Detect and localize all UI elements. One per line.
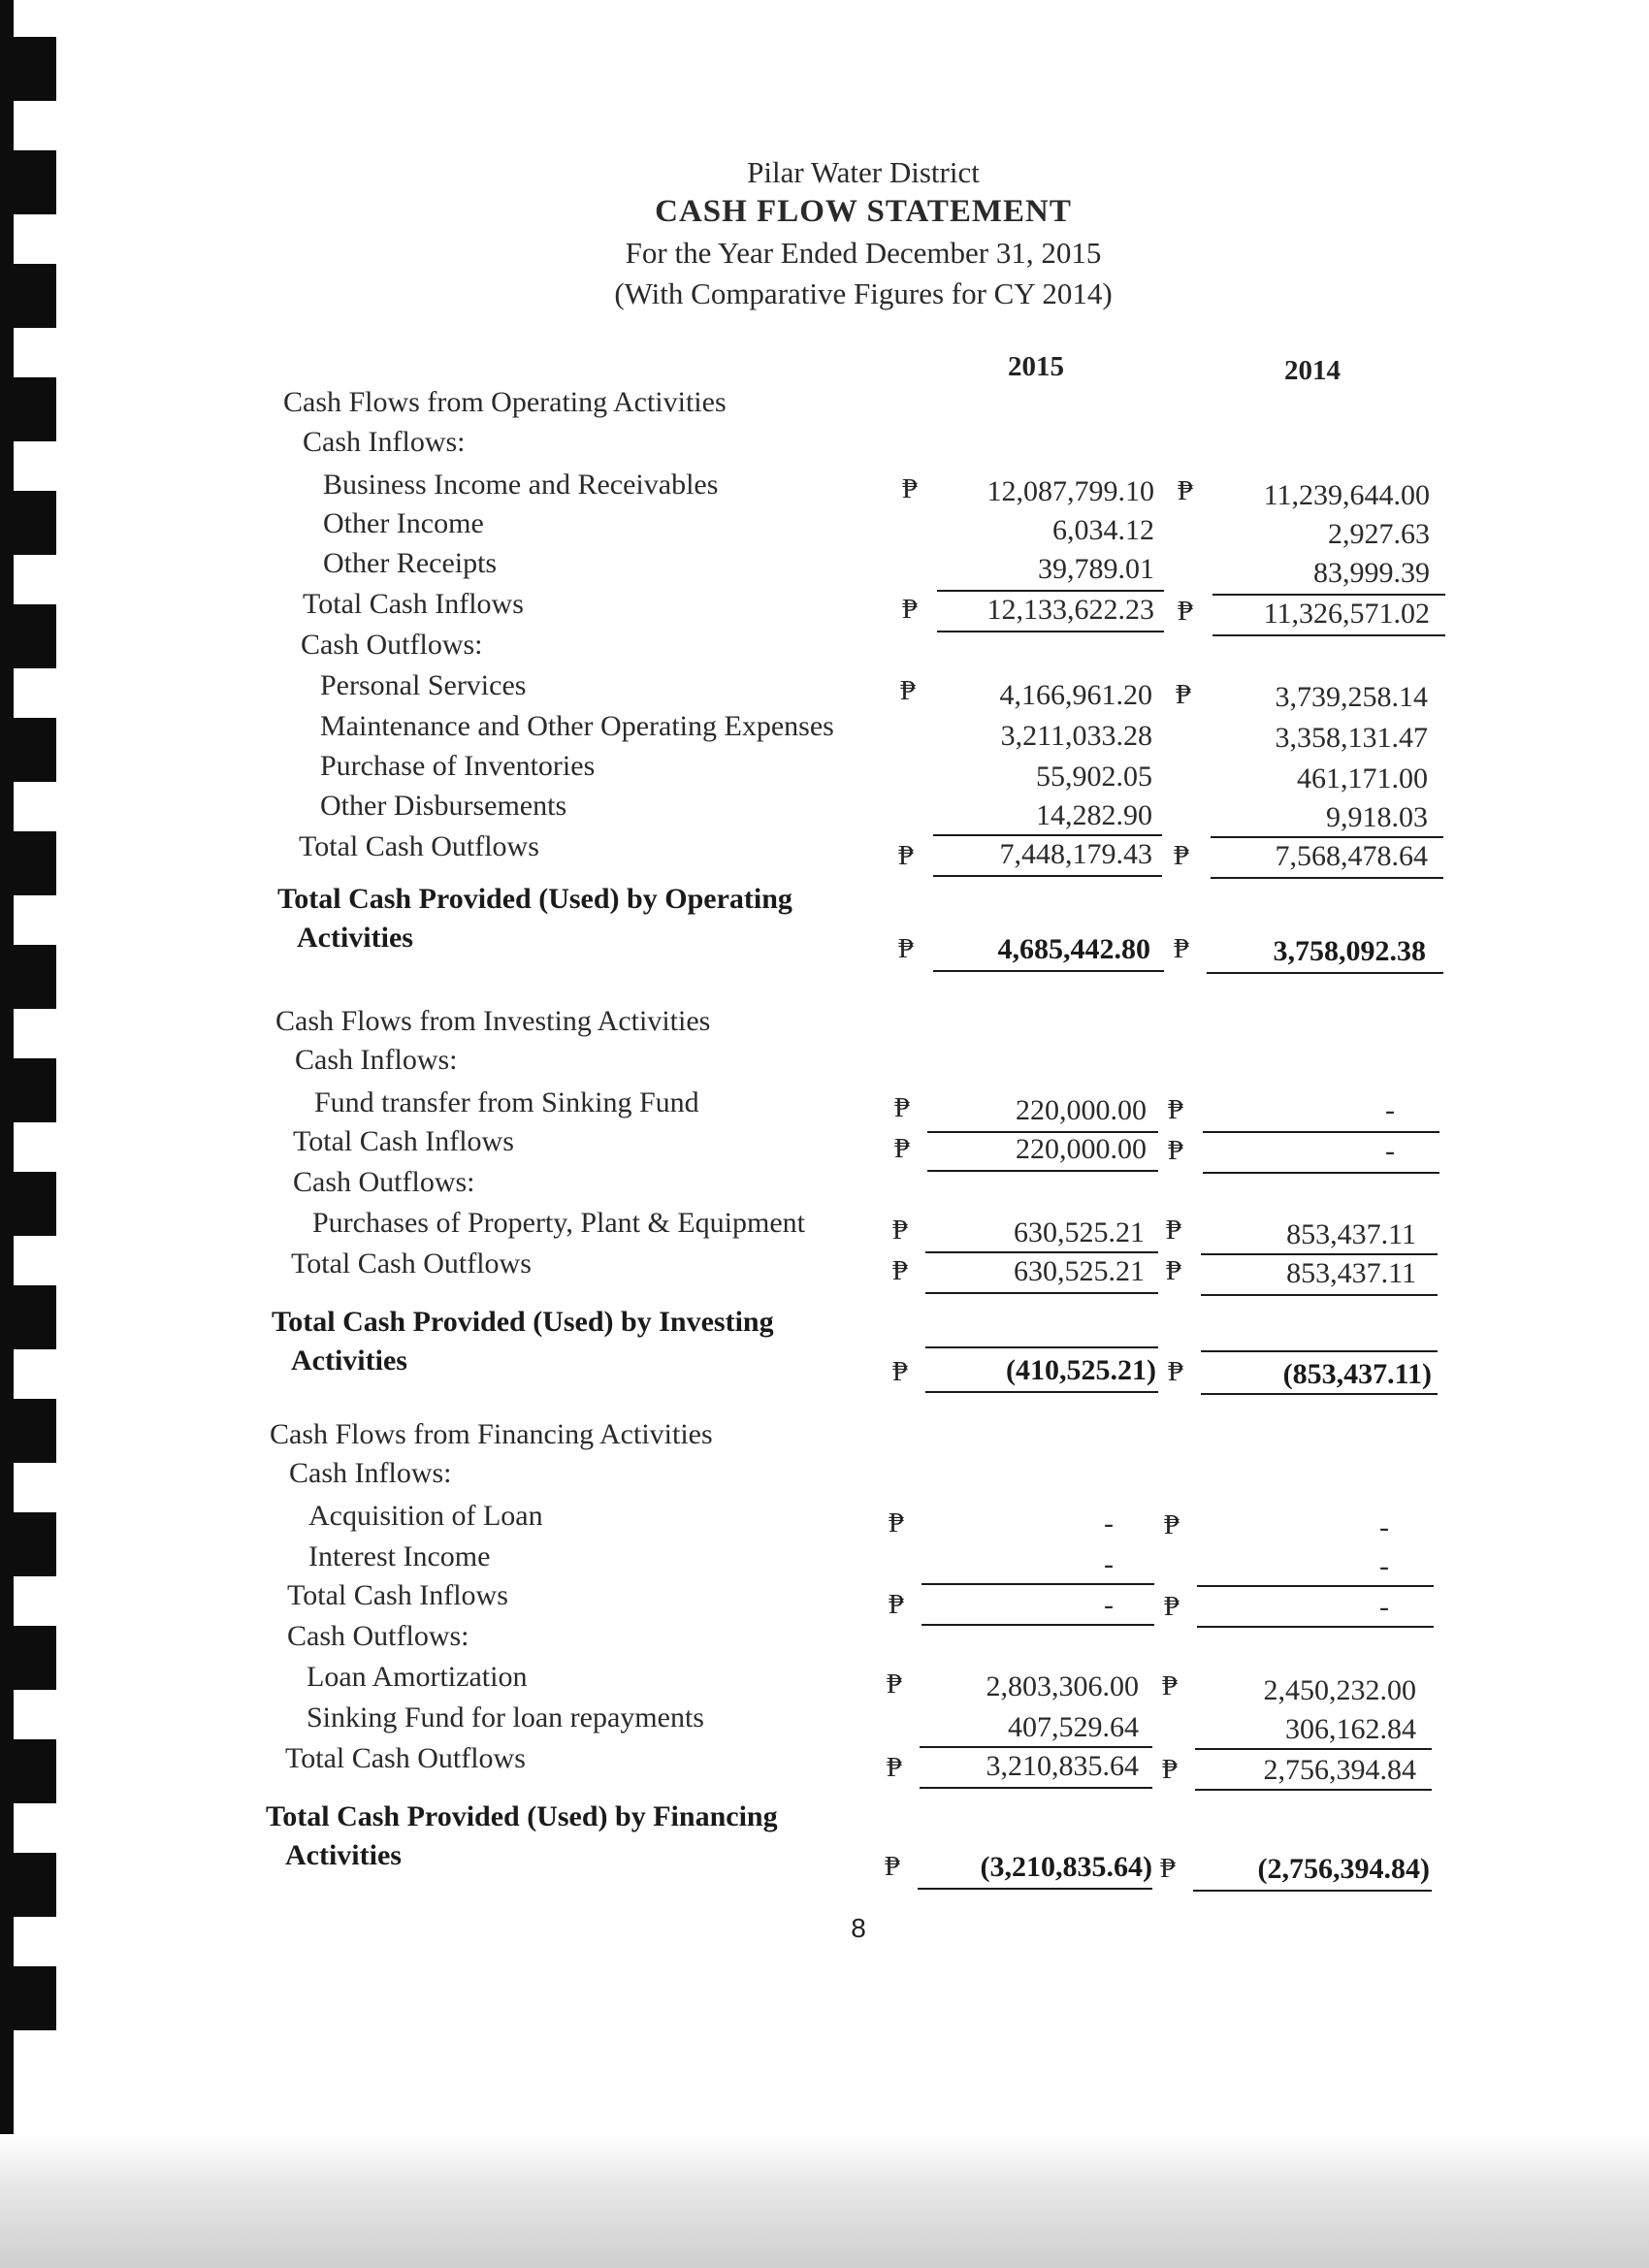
subtotal-rule — [1211, 836, 1443, 838]
financing-net-label-cont: Activities — [285, 1839, 402, 1871]
financing-net-2015: (3,210,835.64) — [980, 1851, 1152, 1883]
value-2014: 853,437.11 — [1286, 1218, 1416, 1250]
investing-outflows-label: Cash Outflows: — [293, 1166, 475, 1198]
value-2014: - — [1385, 1135, 1395, 1167]
row-label: Business Income and Receivables — [323, 469, 719, 501]
binding-hole — [0, 1285, 56, 1349]
peso-sign: ₱ — [884, 1851, 901, 1882]
peso-sign: ₱ — [891, 1356, 909, 1387]
value-2015: 630,525.21 — [1014, 1216, 1145, 1248]
value-2014: - — [1379, 1550, 1389, 1582]
peso-sign: ₱ — [899, 675, 917, 706]
value-2014: - — [1379, 1591, 1389, 1623]
value-2015: 220,000.00 — [1016, 1133, 1147, 1165]
value-2014: 11,239,644.00 — [1263, 479, 1430, 511]
peso-sign: ₱ — [897, 840, 915, 871]
total-rule — [927, 1170, 1158, 1172]
row-label: Total Cash Outflows — [291, 1247, 532, 1280]
statement-title: CASH FLOW STATEMENT — [655, 194, 1072, 229]
peso-sign: ₱ — [891, 1215, 909, 1246]
operating-net-label: Total Cash Provided (Used) by Operating — [277, 883, 792, 915]
net-rule — [1193, 1890, 1432, 1892]
total-rule — [937, 631, 1164, 632]
binding-hole — [0, 1399, 56, 1463]
net-rule — [918, 1888, 1152, 1890]
row-label: Interest Income — [308, 1540, 491, 1572]
peso-sign: ₱ — [1159, 1853, 1177, 1884]
row-label: Purchases of Property, Plant & Equipment — [312, 1207, 805, 1239]
subtotal-rule — [1197, 1585, 1434, 1587]
net-top-rule — [925, 1346, 1158, 1348]
total-rule — [920, 1787, 1152, 1789]
binding-hole — [0, 1739, 56, 1803]
value-2015: 2,803,306.00 — [986, 1670, 1139, 1702]
investing-heading: Cash Flows from Investing Activities — [275, 1005, 711, 1037]
binding-hole — [0, 150, 56, 214]
peso-sign: ₱ — [1167, 1135, 1184, 1166]
value-2015: 3,211,033.28 — [1000, 720, 1152, 752]
peso-sign: ₱ — [888, 1589, 905, 1620]
subtotal-rule — [937, 590, 1164, 592]
total-rule — [922, 1624, 1154, 1626]
binding-hole — [0, 1966, 56, 2030]
subtotal-rule — [933, 834, 1162, 836]
peso-sign: ₱ — [1165, 1255, 1182, 1286]
row-label: Total Cash Outflows — [299, 830, 539, 862]
binding-hole — [0, 1058, 56, 1122]
net-rule — [1201, 1393, 1438, 1395]
row-label: Sinking Fund for loan repayments — [307, 1701, 704, 1733]
value-2015: 220,000.00 — [1016, 1094, 1147, 1126]
subtotal-rule — [925, 1251, 1158, 1253]
binding-hole — [0, 1512, 56, 1576]
total-rule — [1201, 1294, 1438, 1296]
binding-hole — [0, 377, 56, 441]
value-2014: 2,756,394.84 — [1263, 1754, 1416, 1786]
row-label: Total Cash Outflows — [285, 1742, 526, 1774]
subtotal-rule — [1195, 1748, 1432, 1750]
row-label: Fund transfer from Sinking Fund — [314, 1086, 699, 1118]
value-2014: - — [1379, 1511, 1389, 1543]
row-label: Total Cash Inflows — [287, 1579, 508, 1611]
value-2015: 55,902.05 — [1036, 761, 1152, 793]
financing-outflows-label: Cash Outflows: — [287, 1620, 469, 1652]
row-label: Other Income — [323, 507, 484, 539]
binding-hole — [0, 1853, 56, 1917]
value-2015: 7,448,179.43 — [999, 838, 1152, 870]
value-2015: 39,789.01 — [1038, 553, 1154, 585]
row-label: Personal Services — [320, 669, 527, 701]
net-rule — [933, 970, 1164, 972]
peso-sign: ₱ — [1177, 596, 1194, 627]
value-2015: 6,034.12 — [1052, 514, 1154, 546]
statement-period: For the Year Ended December 31, 2015 — [625, 236, 1102, 270]
subtotal-rule — [1203, 1131, 1439, 1133]
investing-inflows-label: Cash Inflows: — [295, 1044, 458, 1076]
value-2014: 461,171.00 — [1297, 762, 1428, 794]
binding-hole — [0, 1172, 56, 1236]
total-rule — [1212, 634, 1445, 636]
value-2014: 9,918.03 — [1326, 801, 1428, 833]
total-rule — [925, 1292, 1158, 1294]
value-2014: 7,568,478.64 — [1275, 840, 1428, 872]
financing-heading: Cash Flows from Financing Activities — [270, 1418, 713, 1450]
value-2015: 407,529.64 — [1008, 1711, 1139, 1743]
total-rule — [933, 875, 1162, 877]
value-2015: - — [1104, 1589, 1114, 1621]
peso-sign: ₱ — [893, 1133, 911, 1164]
row-label: Acquisition of Loan — [308, 1500, 543, 1532]
subtotal-rule — [920, 1746, 1152, 1748]
column-header-2015: 2015 — [1008, 351, 1064, 382]
operating-inflows-label: Cash Inflows: — [303, 426, 466, 458]
operating-heading: Cash Flows from Operating Activities — [283, 386, 727, 418]
binding-hole — [0, 1626, 56, 1690]
value-2015: - — [1104, 1548, 1114, 1580]
investing-net-2015: (410,525.21) — [1006, 1354, 1156, 1386]
column-header-2014: 2014 — [1284, 355, 1341, 386]
peso-sign: ₱ — [893, 1092, 911, 1123]
row-label: Total Cash Inflows — [303, 588, 524, 620]
peso-sign: ₱ — [901, 594, 919, 625]
peso-sign: ₱ — [897, 933, 915, 964]
total-rule — [1203, 1172, 1439, 1174]
peso-sign: ₱ — [1161, 1670, 1179, 1701]
value-2015: 4,166,961.20 — [999, 679, 1152, 711]
net-top-rule — [1201, 1350, 1438, 1352]
value-2015: 3,210,835.64 — [986, 1750, 1139, 1782]
spiral-binding — [0, 0, 60, 2134]
subtotal-rule — [1201, 1253, 1438, 1255]
value-2014: 3,739,258.14 — [1275, 681, 1428, 713]
investing-net-label: Total Cash Provided (Used) by Investing — [272, 1306, 774, 1338]
peso-sign: ₱ — [1173, 933, 1190, 964]
financing-net-label: Total Cash Provided (Used) by Financing — [266, 1800, 778, 1832]
row-label: Other Receipts — [323, 547, 498, 579]
value-2015: 630,525.21 — [1014, 1255, 1145, 1287]
row-label: Purchase of Inventories — [320, 750, 596, 782]
peso-sign: ₱ — [1161, 1754, 1179, 1785]
subtotal-rule — [1212, 594, 1445, 596]
peso-sign: ₱ — [891, 1255, 909, 1286]
total-rule — [1197, 1626, 1434, 1628]
binding-hole — [0, 718, 56, 782]
peso-sign: ₱ — [901, 473, 919, 504]
binding-hole — [0, 37, 56, 101]
operating-net-2014: 3,758,092.38 — [1273, 935, 1426, 967]
financing-inflows-label: Cash Inflows: — [289, 1457, 452, 1489]
row-label: Loan Amortization — [307, 1661, 528, 1693]
page-edge-shadow — [0, 2134, 1649, 2268]
value-2014: 11,326,571.02 — [1263, 598, 1430, 630]
value-2015: 12,133,622.23 — [986, 594, 1154, 626]
subtotal-rule — [922, 1583, 1154, 1585]
peso-sign: ₱ — [1163, 1591, 1180, 1622]
value-2015: 12,087,799.10 — [986, 475, 1154, 507]
value-2014: 3,358,131.47 — [1275, 722, 1428, 754]
peso-sign: ₱ — [886, 1669, 903, 1700]
binding-hole — [0, 831, 56, 895]
row-label: Other Disbursements — [320, 790, 567, 822]
total-rule — [1195, 1789, 1432, 1791]
operating-net-2015: 4,685,442.80 — [997, 933, 1150, 965]
financing-net-2014: (2,756,394.84) — [1257, 1853, 1430, 1885]
investing-net-label-cont: Activities — [291, 1345, 407, 1377]
binding-hole — [0, 491, 56, 555]
value-2014: 853,437.11 — [1286, 1257, 1416, 1289]
binding-hole — [0, 604, 56, 668]
net-rule — [1207, 972, 1443, 974]
total-rule — [1211, 877, 1443, 879]
entity-name: Pilar Water District — [747, 155, 980, 189]
peso-sign: ₱ — [1173, 840, 1190, 871]
value-2014: - — [1385, 1094, 1395, 1126]
peso-sign: ₱ — [1165, 1215, 1182, 1246]
peso-sign: ₱ — [888, 1507, 905, 1539]
value-2015: 14,282.90 — [1036, 799, 1152, 831]
row-label: Total Cash Inflows — [293, 1125, 514, 1157]
operating-net-label-cont: Activities — [297, 922, 413, 954]
binding-hole — [0, 264, 56, 328]
page-number: 8 — [851, 1913, 866, 1943]
peso-sign: ₱ — [1177, 475, 1194, 506]
peso-sign: ₱ — [1163, 1509, 1180, 1540]
peso-sign: ₱ — [1167, 1094, 1184, 1125]
value-2014: 2,450,232.00 — [1263, 1674, 1416, 1706]
value-2015: - — [1104, 1507, 1114, 1539]
peso-sign: ₱ — [1175, 679, 1192, 710]
operating-outflows-label: Cash Outflows: — [301, 629, 483, 661]
value-2014: 83,999.39 — [1313, 557, 1430, 589]
comparative-note: (With Comparative Figures for CY 2014) — [614, 276, 1113, 310]
row-label: Maintenance and Other Operating Expenses — [320, 710, 834, 742]
value-2014: 306,162.84 — [1285, 1713, 1416, 1745]
net-rule — [925, 1391, 1158, 1393]
peso-sign: ₱ — [886, 1752, 903, 1783]
binding-hole — [0, 945, 56, 1009]
investing-net-2014: (853,437.11) — [1282, 1358, 1432, 1390]
value-2014: 2,927.63 — [1328, 518, 1430, 550]
peso-sign: ₱ — [1167, 1356, 1184, 1387]
